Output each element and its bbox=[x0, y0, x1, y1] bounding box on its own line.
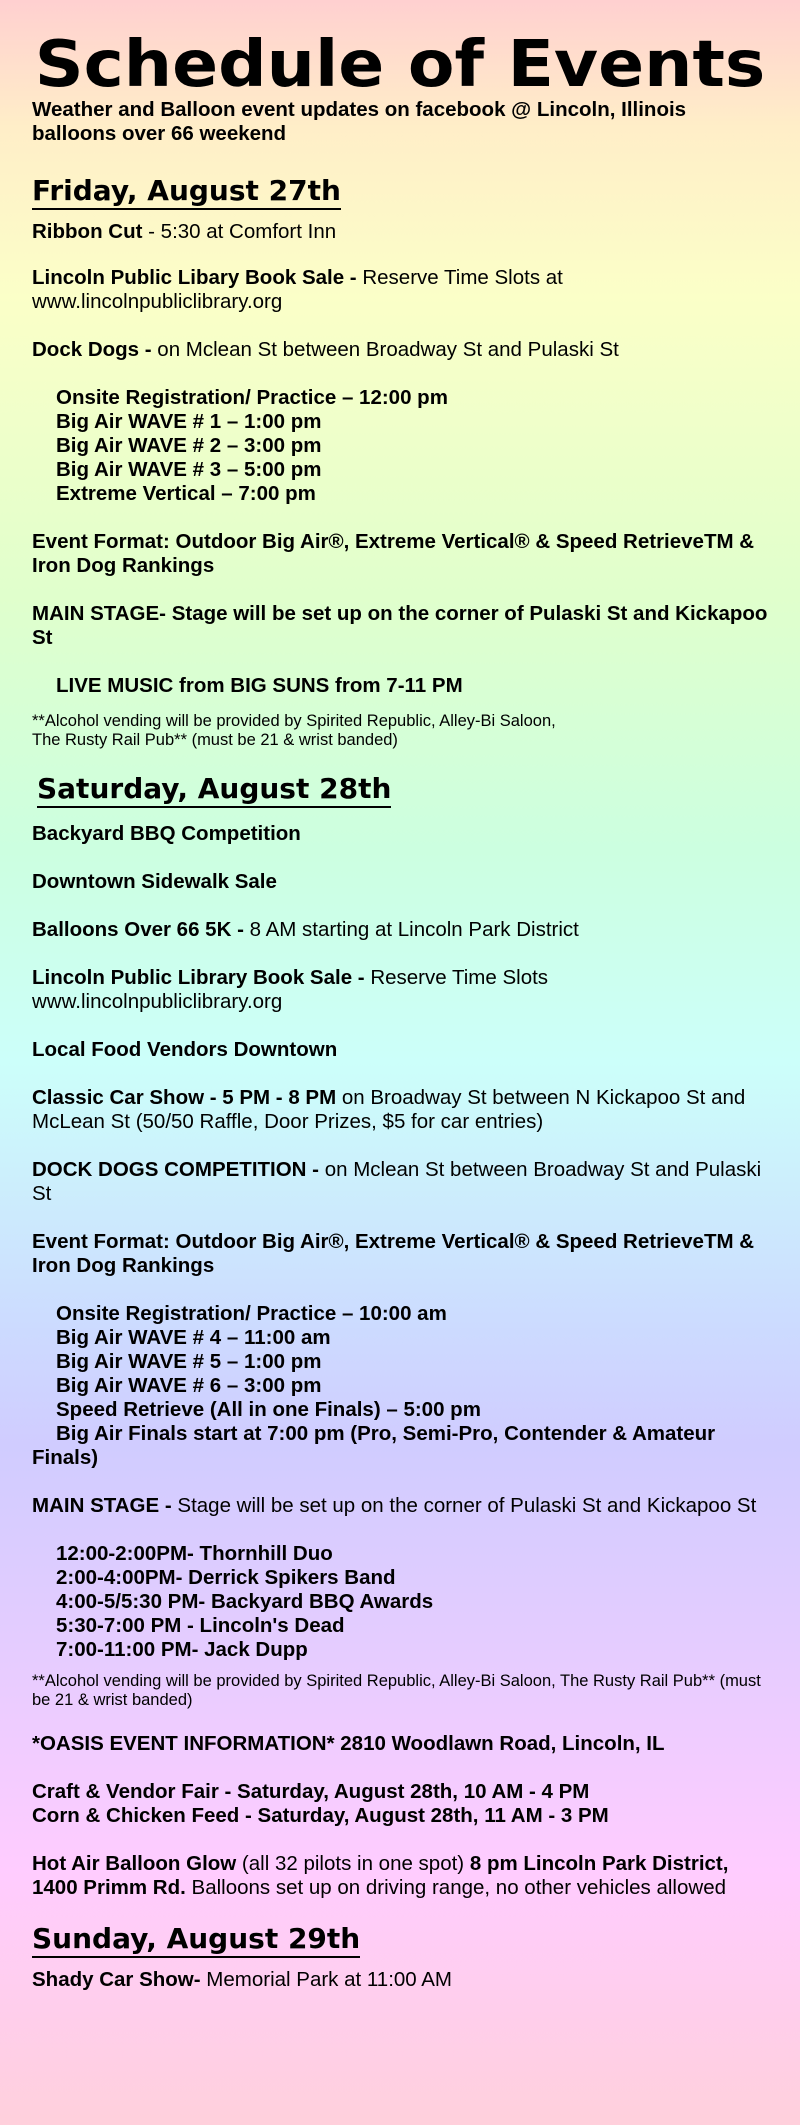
saturday-5k bbox=[32, 918, 768, 942]
saturday-dock-dogs-detail: on Mclean St between Broadway St and Pulaski St bbox=[32, 1158, 762, 1205]
friday-heading: Friday, August 27th bbox=[32, 174, 341, 210]
list-item: 12:00-2:00PM- Thornhill Duo bbox=[56, 1542, 333, 1565]
friday-event-format: Event Format: Outdoor Big Air®, Extreme Vertical® & Speed RetrieveTM & Iron Dog Rankings bbox=[32, 530, 755, 577]
saturday-car-show-detail: on Broadway St between N Kickapoo St and McLean St (50/50 Raffle, Door Prizes, $5 for car entries) bbox=[32, 1086, 746, 1133]
saturday-main-stage-detail: Stage will be set up on the corner of Pulaski St and Kickapoo St bbox=[177, 1494, 757, 1517]
list-item: Big Air WAVE # 2 – 3:00 pm bbox=[56, 434, 322, 457]
oasis-event-info: *OASIS EVENT INFORMATION* 2810 Woodlawn Road, Lincoln, IL bbox=[32, 1732, 665, 1755]
saturday-car-show-title: Classic Car Show - 5 PM - 8 PM bbox=[32, 1086, 337, 1109]
saturday-5k-title: Balloons Over 66 5K - bbox=[32, 918, 250, 941]
balloon-glow-pilots: (all 32 pilots in one spot) bbox=[236, 1852, 470, 1875]
friday-dock-dogs-detail: on Mclean St between Broadway St and Pulaski St bbox=[157, 338, 619, 361]
list-item: Big Air WAVE # 3 – 5:00 pm bbox=[56, 458, 322, 481]
saturday-event-format: Event Format: Outdoor Big Air®, Extreme Vertical® & Speed RetrieveTM & Iron Dog Rankings bbox=[32, 1230, 755, 1277]
friday-main-stage: MAIN STAGE- Stage will be set up on the corner of Pulaski St and Kickapoo St bbox=[32, 602, 768, 649]
balloon-glow bbox=[32, 1852, 768, 1900]
saturday-bbq: Backyard BBQ Competition bbox=[32, 822, 301, 845]
saturday-main-stage-title: MAIN STAGE - bbox=[32, 1494, 178, 1517]
friday-ribbon-cut bbox=[32, 220, 768, 244]
balloon-glow-title: Hot Air Balloon Glow bbox=[32, 1852, 237, 1875]
list-item: Speed Retrieve (All in one Finals) – 5:00 pm bbox=[56, 1398, 481, 1421]
saturday-car-show bbox=[32, 1086, 768, 1134]
balloon-glow-location: 8 pm Lincoln Park District, 1400 Primm Rd. bbox=[32, 1852, 729, 1899]
saturday-main-stage bbox=[32, 1494, 768, 1518]
friday-alcohol-note-1: **Alcohol vending will be provided by Spirited Republic, Alley-Bi Saloon, bbox=[32, 712, 556, 730]
corn-chicken-feed: Corn & Chicken Feed - Saturday, August 28th, 11 AM - 3 PM bbox=[32, 1804, 609, 1827]
friday-ribbon-title: Ribbon Cut bbox=[32, 220, 143, 243]
friday-book-sale-detail: Reserve Time Slots at www.lincolnpubliclibrary.org bbox=[32, 266, 563, 313]
saturday-sidewalk-sale: Downtown Sidewalk Sale bbox=[32, 870, 277, 893]
list-item: Big Air WAVE # 4 – 11:00 am bbox=[56, 1326, 331, 1349]
saturday-heading: Saturday, August 28th bbox=[37, 772, 391, 808]
list-item: Big Air WAVE # 6 – 3:00 pm bbox=[56, 1374, 322, 1397]
saturday-stage-schedule bbox=[32, 1542, 768, 1662]
list-item: Big Air WAVE # 1 – 1:00 pm bbox=[56, 410, 322, 433]
sunday-heading: Sunday, August 29th bbox=[32, 1922, 360, 1958]
saturday-book-sale bbox=[32, 966, 768, 1014]
page-title: Schedule of Events bbox=[34, 28, 766, 102]
saturday-dock-schedule bbox=[32, 1302, 768, 1470]
balloon-glow-note: Balloons set up on driving range, no other vehicles allowed bbox=[185, 1876, 726, 1899]
friday-alcohol-note-2: The Rusty Rail Pub** (must be 21 & wrist banded) bbox=[32, 731, 398, 749]
saturday-alcohol-note: **Alcohol vending will be provided by Spirited Republic, Alley-Bi Saloon, The Rusty Rail Pub** (must be 21 & wrist banded) bbox=[32, 1672, 761, 1709]
schedule-content bbox=[0, 146, 800, 1992]
list-item: Extreme Vertical – 7:00 pm bbox=[56, 482, 316, 505]
sunday-car-show-title: Shady Car Show- bbox=[32, 1968, 201, 1991]
craft-vendor-fair: Craft & Vendor Fair - Saturday, August 28th, 10 AM - 4 PM bbox=[32, 1780, 590, 1803]
list-item: 4:00-5/5:30 PM- Backyard BBQ Awards bbox=[56, 1590, 434, 1613]
friday-book-sale-title: Lincoln Public Libary Book Sale - bbox=[32, 266, 363, 289]
saturday-food-vendors: Local Food Vendors Downtown bbox=[32, 1038, 338, 1061]
saturday-dock-dogs bbox=[32, 1158, 768, 1206]
saturday-book-sale-detail: Reserve Time Slots www.lincolnpubliclibrary.org bbox=[32, 966, 549, 1013]
saturday-book-sale-title: Lincoln Public Library Book Sale - bbox=[32, 966, 371, 989]
friday-live-music: LIVE MUSIC from BIG SUNS from 7-11 PM bbox=[56, 674, 463, 697]
friday-dock-dogs bbox=[32, 338, 768, 362]
sunday-car-show bbox=[32, 1968, 768, 1992]
list-item: 7:00-11:00 PM- Jack Dupp bbox=[56, 1638, 308, 1661]
friday-book-sale bbox=[32, 266, 768, 314]
list-item: Onsite Registration/ Practice – 10:00 am bbox=[56, 1302, 447, 1325]
list-item: 5:30-7:00 PM - Lincoln's Dead bbox=[56, 1614, 345, 1637]
page-subtitle: Weather and Balloon event updates on facebook @ Lincoln, Illinois balloons over 66 weekend bbox=[32, 98, 687, 145]
list-item: Onsite Registration/ Practice – 12:00 pm bbox=[56, 386, 448, 409]
list-item: Big Air Finals start at 7:00 pm (Pro, Semi-Pro, Contender & Amateur Finals) bbox=[32, 1422, 716, 1469]
sunday-car-show-detail: Memorial Park at 11:00 AM bbox=[200, 1968, 453, 1991]
saturday-5k-detail: 8 AM starting at Lincoln Park District bbox=[249, 918, 579, 941]
friday-dock-dogs-title: Dock Dogs - bbox=[32, 338, 158, 361]
friday-ribbon-detail: - 5:30 at Comfort Inn bbox=[142, 220, 337, 243]
list-item: Big Air WAVE # 5 – 1:00 pm bbox=[56, 1350, 322, 1373]
friday-dock-schedule bbox=[32, 386, 768, 506]
list-item: 2:00-4:00PM- Derrick Spikers Band bbox=[56, 1566, 396, 1589]
saturday-dock-dogs-title: DOCK DOGS COMPETITION - bbox=[32, 1158, 325, 1181]
